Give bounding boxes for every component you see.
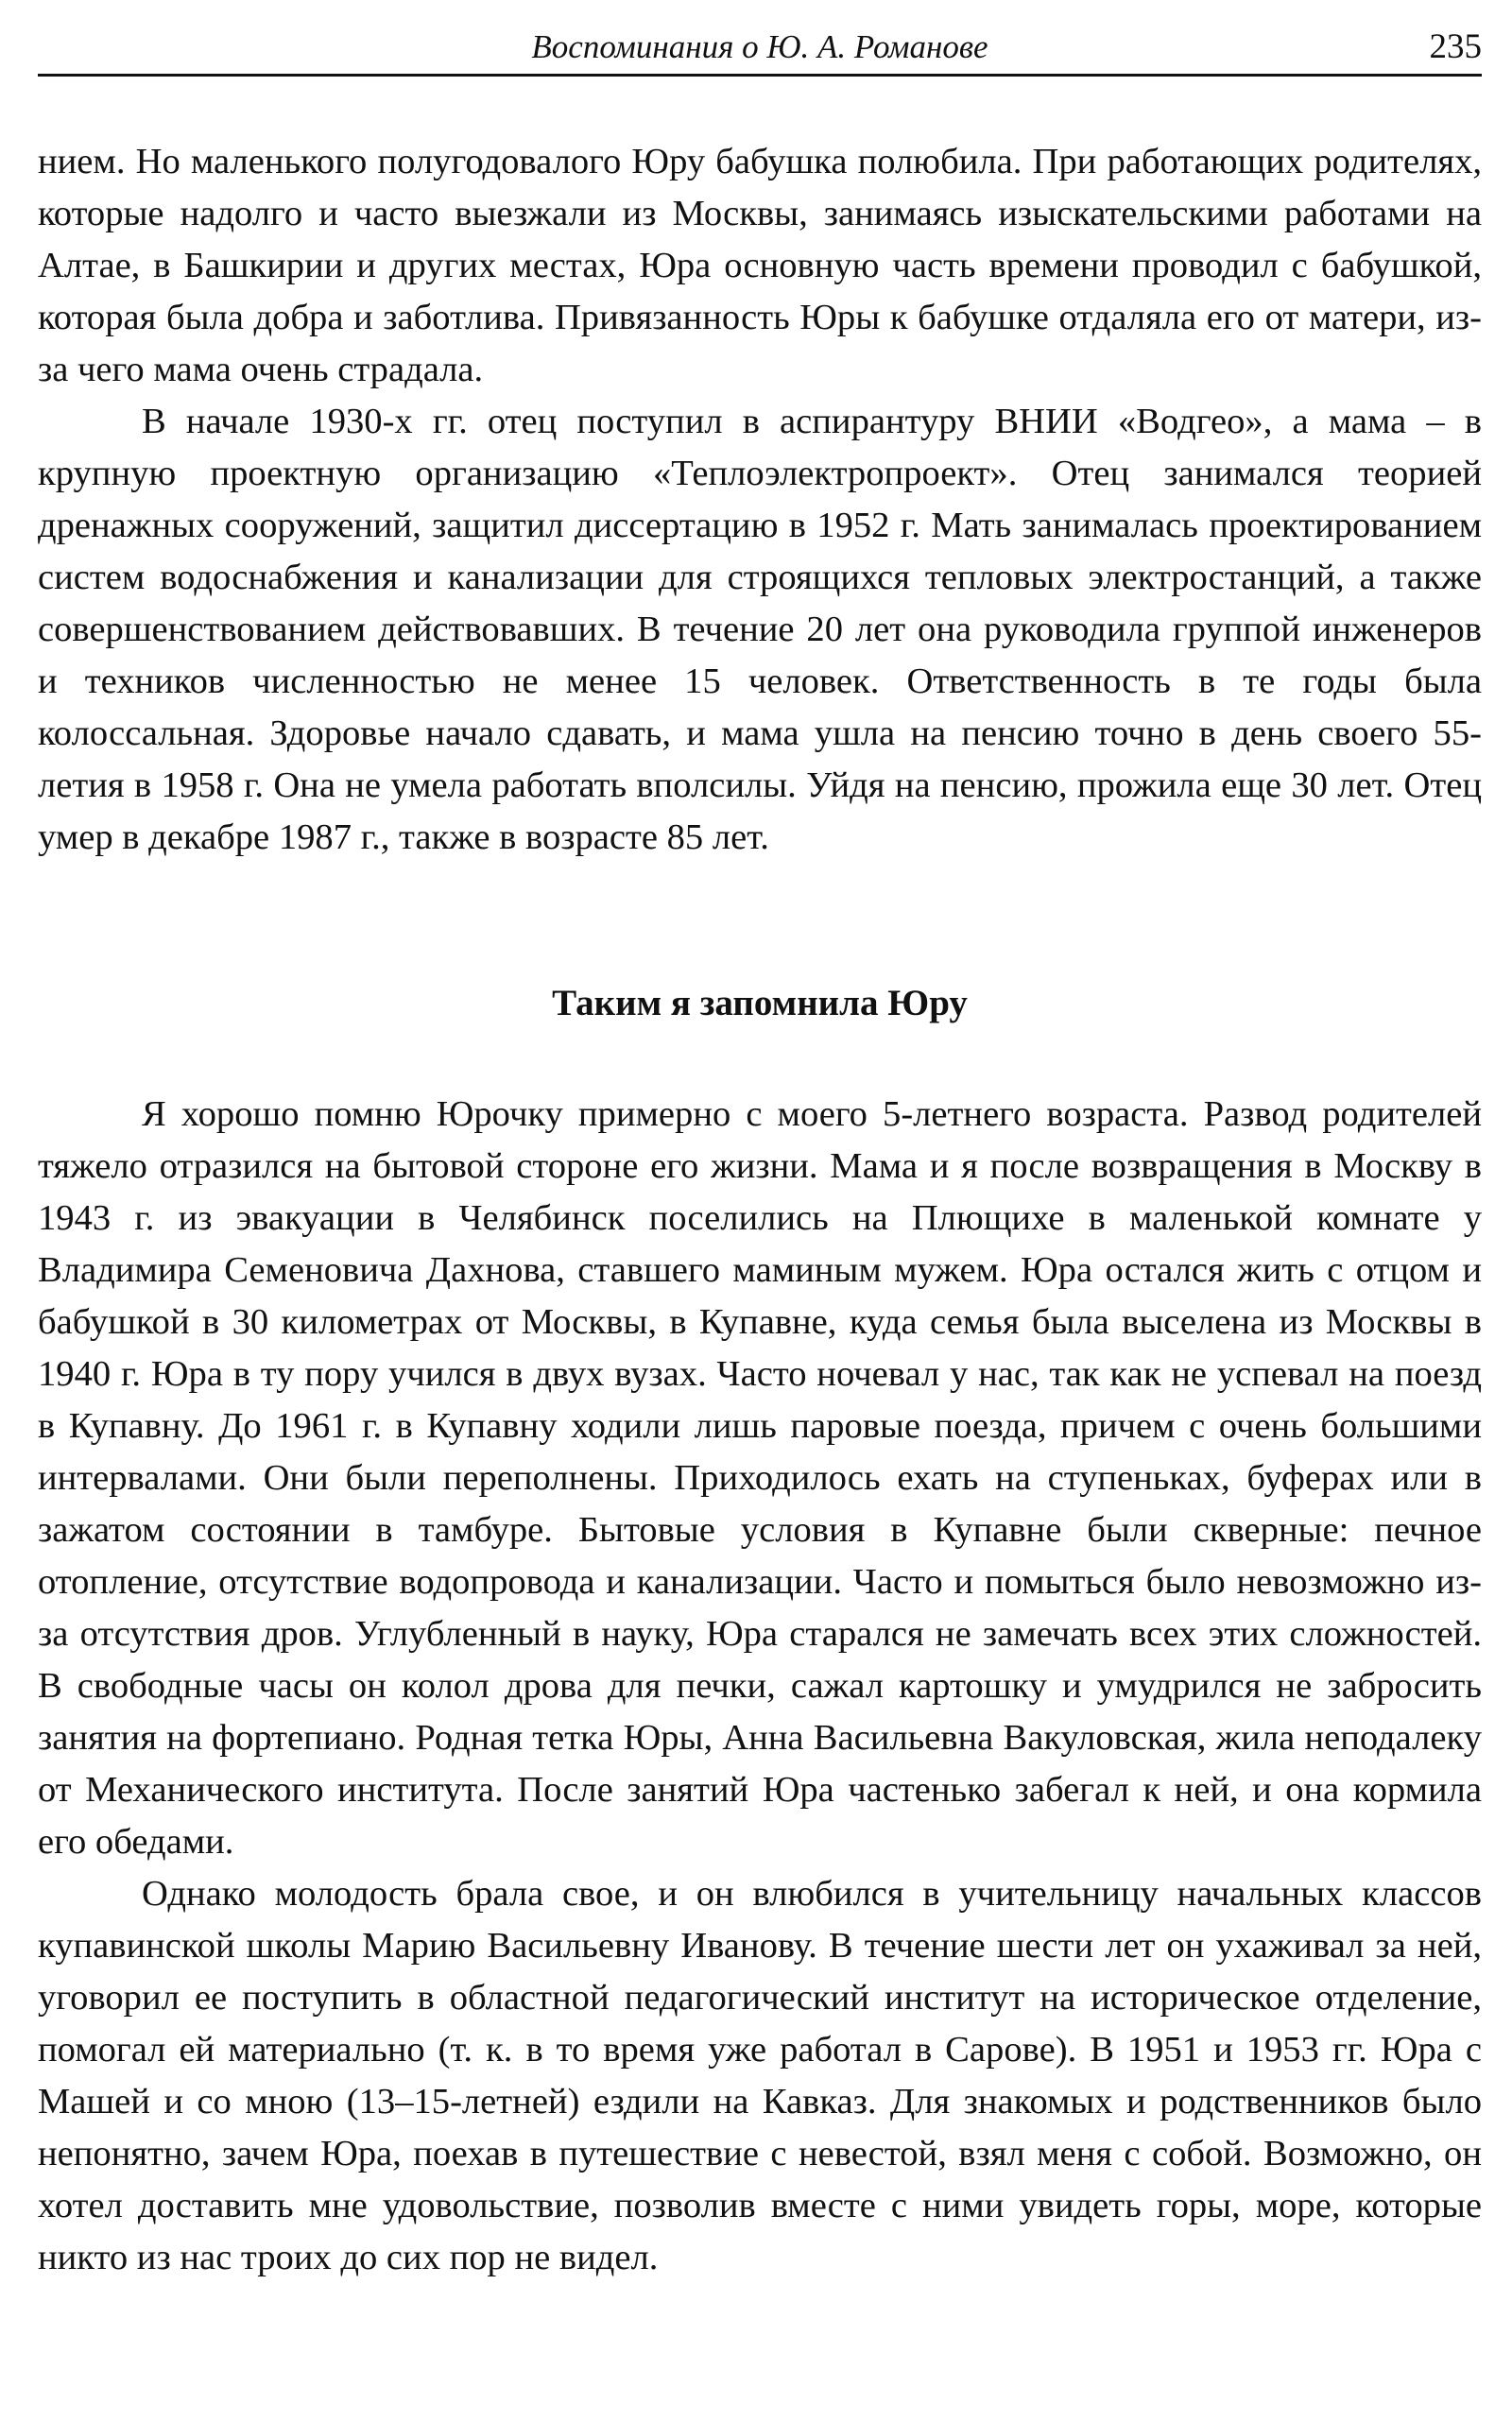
section-heading: Таким я запомнила Юру <box>552 983 968 1023</box>
paragraph-caucasus-trips: Однако молодость брала свое, и он влюбился в учительницу начальных классов купавинской школы Марию Васильевну Иванову. В течение шести лет он ухаживал за ней, уговорил ее поступить в областной педагогический институт на историческое отделение, помогал ей материально (т. к. в то время уже работал в Сарове). В 1951 и 1953 гг. Юра с Машей и со мною (13–15-летней) ездили на Кавказ. Для знакомых и родственников было непонятно, зачем Юра, поехав в путешествие с невестой, взял меня с собой. Возможно, он хотел доставить мне удовольствие, позволив вместе с ними увидеть горы, море, которые никто из нас троих до сих пор не видел. <box>38 1874 1482 2277</box>
paragraph-childhood-memories: Я хорошо помню Юрочку примерно с моего 5-летнего возраста. Развод родителей тяжело отразился на бытовой стороне его жизни. Мама и я после возвращения в Москву в 1943 г. из эвакуации в Челябинск поселились на Плющихе в маленькой комнате у Владимира Семеновича Дахнова, ставшего маминым мужем. Юра остался жить с отцом и бабушкой в 30 километрах от Москвы, в Купавне, куда семья была выселена из Москвы в 1940 г. Юра в ту пору учился в двух вузах. Часто ночевал у нас, так как не успевал на поезд в Купавну. До 1961 г. в Купавну ходили лишь паровые поезда, причем с очень большими интервалами. Они были переполнены. Приходилось ехать на ступеньках, буферах или в зажатом состоянии в тамбуре. Бытовые условия в Купавне были скверные: печное отопление, отсутствие водопровода и канализации. Часто и помыться было невозможно из-за отсутствия дров. Углубленный в науку, Юра старался не замечать всех этих сложностей. В свободные часы он колол дрова для печки, сажал картошку и умудрился не забросить занятия на фортепиано. Родная тетка Юры, Анна Васильевна Вакуловская, жила неподалеку от Механического института. После занятий Юра частенько забегал к ней, и она кормила его обедами. <box>38 1094 1482 1862</box>
paragraph-parents-careers: В начале 1930-х гг. отец поступил в аспирантуру ВНИИ «Водгео», а мама – в крупную проектную организацию «Теплоэлектропроект». Отец занимался теорией дренажных сооружений, защитил диссертацию в 1952 г. Мать занималась проектированием систем водоснабжения и канализации для строящихся тепловых электростанций, а также совершенствованием действовавших. В течение 20 лет она руководила группой инженеров и техников численностью не менее 15 человек. Ответственность в те годы была колоссальная. Здоровье начало сдавать, и мама ушла на пенсию точно в день своего 55-летия в 1958 г. Она не умела работать вполсилы. Уйдя на пенсию, прожила еще 30 лет. Отец умер в декабре 1987 г., также в возрасте 85 лет. <box>38 402 1482 857</box>
body-text <box>38 136 1482 2284</box>
page-number: 235 <box>1429 27 1482 66</box>
book-page <box>38 0 1482 2284</box>
running-title: Воспоминания о Ю. А. Романове <box>531 28 988 65</box>
paragraph-continued: нием. Но маленького полугодовалого Юру бабушка полюбила. При работающих родителях, которые надолго и часто выезжали из Москвы, занимаясь изыскательскими работами на Алтае, в Башкирии и других местах, Юра основную часть времени проводил с бабушкой, которая была добра и заботлива. Привязанность Юры к бабушке отдаляла его от матери, из-за чего мама очень страдала. <box>38 142 1482 389</box>
header-rule <box>38 74 1482 77</box>
running-header <box>38 0 1482 76</box>
